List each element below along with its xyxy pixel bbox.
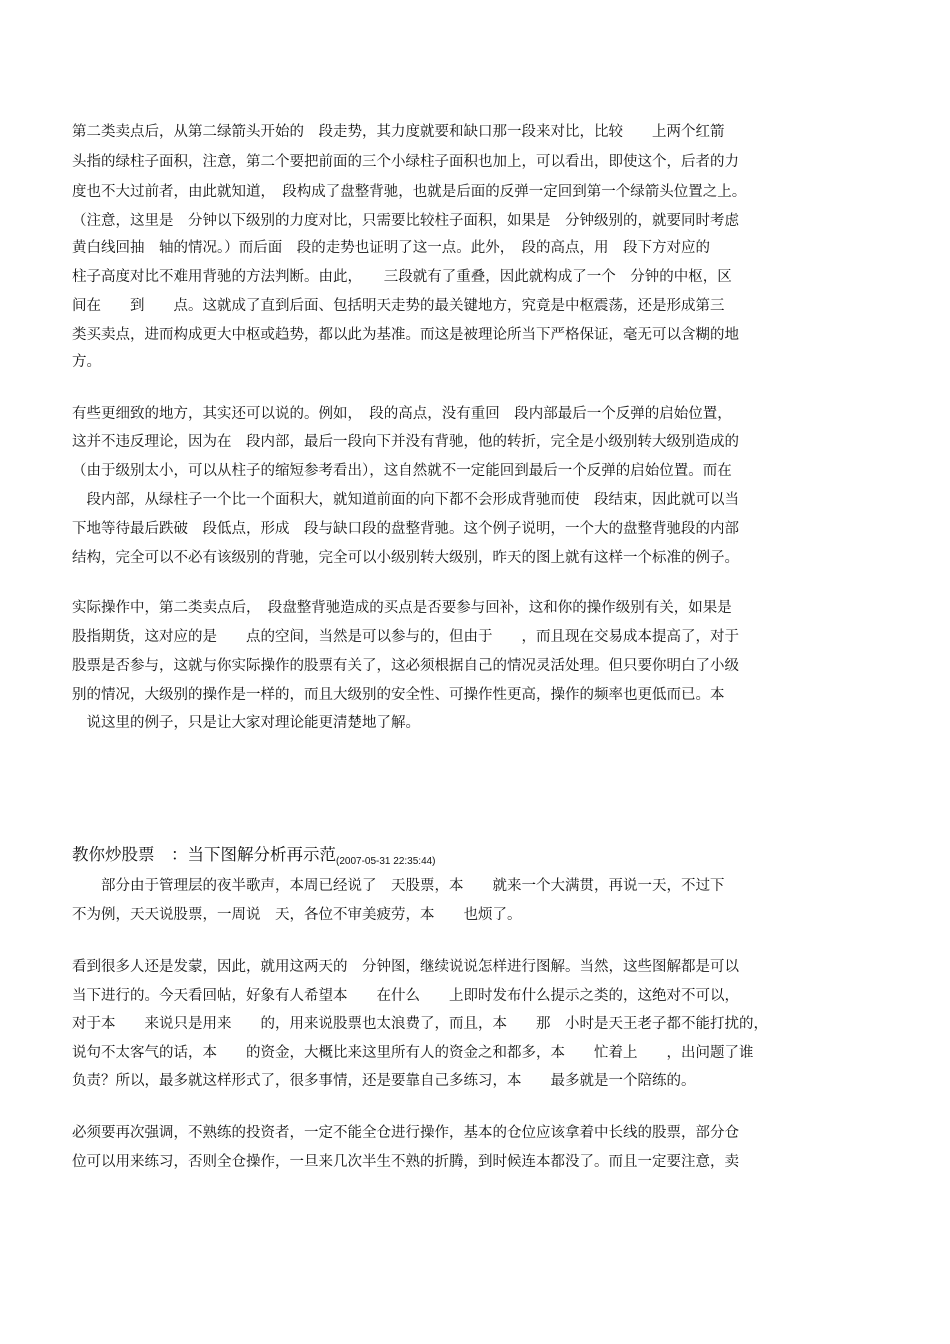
- article-title: [72, 844, 872, 873]
- text-line: 度也不大过前者，由此就知道， 段构成了盘整背驰，也就是后面的反弹一定回到第一个绿箭头位置之上。: [72, 184, 747, 200]
- text-line: 柱子高度对比不难用背驰的方法判断。由此， 三段就有了重叠，因此就构成了一个 分钟的中枢，区: [72, 269, 732, 285]
- text-line: 部分由于管理层的夜半歌声，本周已经说了 天股票，本 就来一个大满贯，再说一天，不过下: [72, 878, 725, 894]
- text-line: 有些更细致的地方，其实还可以说的。例如， 段的高点，没有重回 段内部最后一个反弹的启始位置，: [72, 406, 732, 422]
- text-line: 段内部，从绿柱子一个比一个面积大，就知道前面的向下都不会形成背驰而使 段结束，因此就可以当: [72, 492, 739, 508]
- text-line: 当下进行的。今天看回帖，好象有人希望本 在什么 上即时发布什么提示之类的，这绝对不可以，: [72, 988, 739, 1004]
- text-line: 对于本 来说只是用来 的，用来说股票也太浪费了，而且，本 那 小时是天王老子都不能打扰的，: [72, 1016, 768, 1032]
- text-line: 不为例，天天说股票，一周说 天，各位不审美疲劳，本 也烦了。: [72, 907, 522, 923]
- text-line: 类买卖点，进而构成更大中枢或趋势，都以此为基准。而这是被理论所当下严格保证，毫无可以含糊的地: [72, 327, 739, 343]
- text-line: 方。: [72, 354, 101, 370]
- text-line: 负责？所以，最多就这样形式了，很多事情，还是要靠自己多练习，本 最多就是一个陪练的。: [72, 1073, 696, 1089]
- text-line: （由于级别太小，可以从柱子的缩短参考看出），这自然就不一定能回到最后一个反弹的启始位置。而在: [72, 463, 732, 479]
- text-line: 位可以用来练习，否则全仓操作，一旦来几次半生不熟的折腾，到时候连本都没了。而且一定要注意，卖: [72, 1154, 739, 1170]
- text-line: 下地等待最后跌破 段低点，形成 段与缺口段的盘整背驰。这个例子说明，一个大的盘整背驰段的内部: [72, 521, 739, 537]
- text-line: 必须要再次强调，不熟练的投资者，一定不能全仓进行操作，基本的仓位应该拿着中长线的股票，部分仓: [72, 1125, 739, 1141]
- text-line: 结构，完全可以不必有该级别的背驰，完全可以小级别转大级别，昨天的图上就有这样一个标准的例子。: [72, 550, 739, 566]
- text-line: 股票是否参与，这就与你实际操作的股票有关了，这必须根据自己的情况灵活处理。但只要你明白了小级: [72, 658, 739, 674]
- text-line: 别的情况，大级别的操作是一样的，而且大级别的安全性、可操作性更高，操作的频率也更低而已。本: [72, 687, 725, 703]
- text-line: 股指期货，这对应的是 点的空间，当然是可以参与的，但由于 ，而且现在交易成本提高了，对于: [72, 629, 739, 645]
- text-line: 这并不违反理论，因为在 段内部，最后一段向下并没有背驰，他的转折，完全是小级别转大级别造成的: [72, 434, 739, 450]
- text-line: 看到很多人还是发蒙，因此，就用这两天的 分钟图，继续说说怎样进行图解。当然，这些图解都是可以: [72, 959, 739, 975]
- text-line: 说这里的例子，只是让大家对理论能更清楚地了解。: [72, 715, 420, 731]
- article-date: (2007-05-31 22:35:44): [336, 856, 436, 867]
- text-line: 说句不太客气的话，本 的资金，大概比来这里所有人的资金之和都多，本 忙着上 ，出问题了谁: [72, 1045, 754, 1061]
- text-line: 间在 到 点。这就成了直到后面、包括明天走势的最关键地方，究竟是中枢震荡，还是形成第三: [72, 298, 725, 314]
- text-line: 黄白线回抽 轴的情况。）而后面 段的走势也证明了这一点。此外， 段的高点，用 段下方对应的: [72, 240, 710, 256]
- article-title-text: 教你炒股票 ：当下图解分析再示范: [72, 845, 336, 864]
- text-line: 头指的绿柱子面积，注意，第二个要把前面的三个小绿柱子面积也加上，可以看出，即使这个，后者的力: [72, 154, 739, 170]
- text-line: 第二类卖点后，从第二绿箭头开始的 段走势，其力度就要和缺口那一段来对比，比较 上两个红箭: [72, 124, 725, 140]
- text-line: （注意，这里是 分钟以下级别的力度对比，只需要比较柱子面积，如果是 分钟级别的，就要同时考虑: [72, 213, 739, 229]
- text-line: 实际操作中，第二类卖点后， 段盘整背驰造成的买点是否要参与回补，这和你的操作级别有关，如果是: [72, 600, 732, 616]
